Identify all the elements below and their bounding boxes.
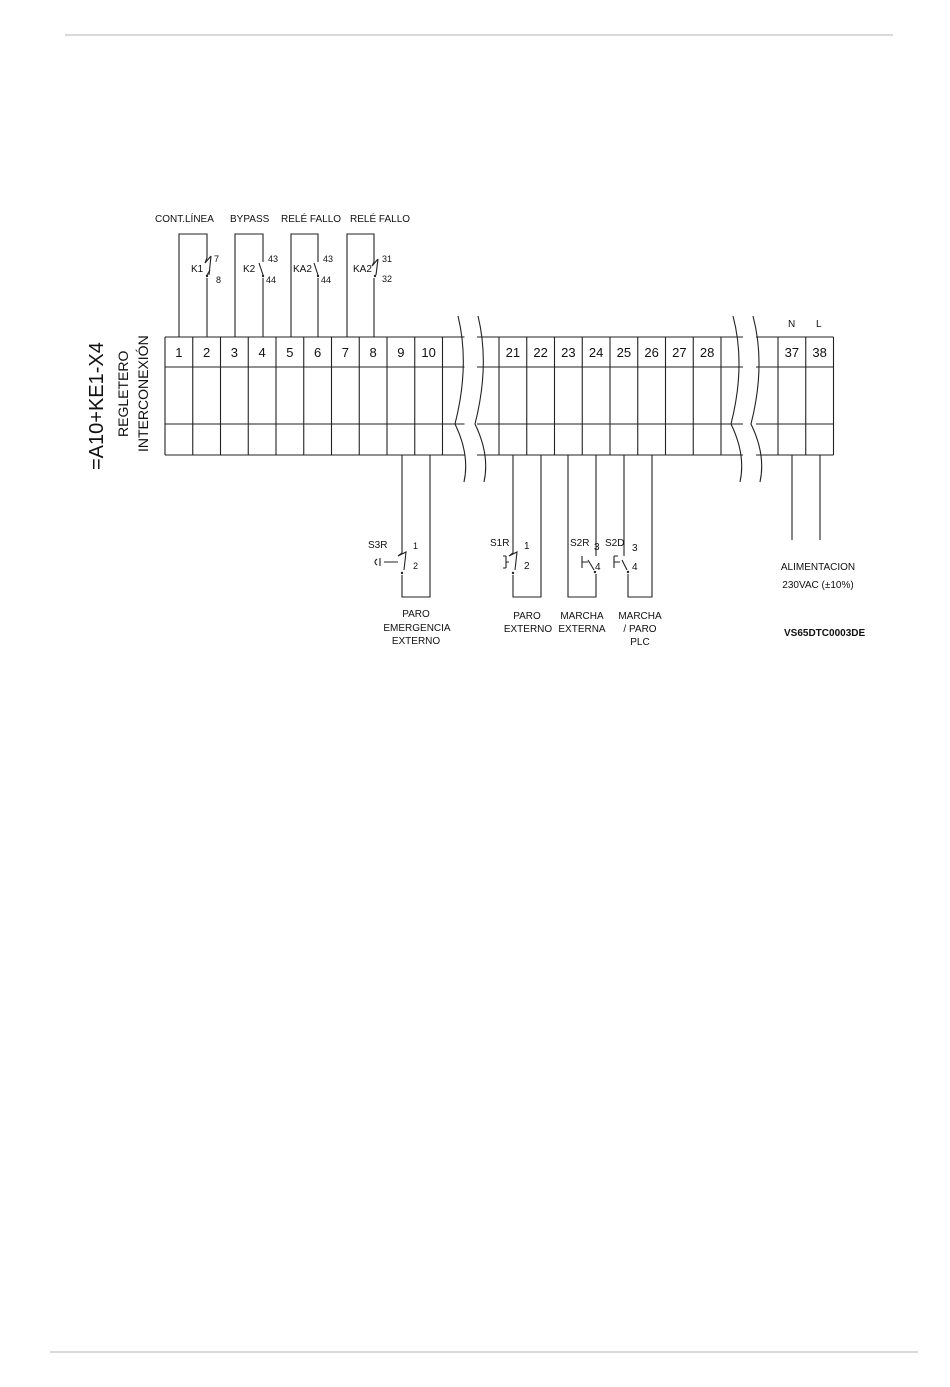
label-bypass: BYPASS [230, 214, 270, 225]
relay-ka2-fallo [291, 234, 333, 337]
terminal-25: 25 [616, 345, 632, 360]
terminal-7: 7 [341, 345, 349, 360]
label-l: L [816, 319, 822, 330]
terminal-27: 27 [672, 345, 687, 360]
switch-s3r-name: S3R [368, 540, 388, 551]
terminal-2: 2 [203, 345, 211, 360]
relay-k1-a: 7 [214, 254, 220, 264]
switch-s1r-name: S1R [490, 538, 510, 549]
relay-k2-a: 43 [268, 254, 279, 264]
label-rele-fallo-2: RELÉ FALLO [350, 214, 411, 225]
label-marcha-externa-1: MARCHA [560, 611, 604, 622]
label-paro-externo-1: PARO [513, 611, 541, 622]
terminal-21: 21 [505, 345, 521, 360]
relay-ka2b-a: 31 [382, 254, 393, 264]
terminal-28: 28 [699, 345, 715, 360]
terminal-9: 9 [397, 345, 405, 360]
break-mark-1 [455, 316, 486, 482]
label-paro-externo-2: EXTERNO [503, 624, 553, 635]
relay-ka2-name: KA2 [293, 264, 312, 275]
relay-ka2-a: 43 [323, 254, 334, 264]
relay-k2-name: K2 [243, 264, 256, 275]
switch-s3r-a: 1 [413, 541, 419, 551]
relay-k1-b: 8 [216, 275, 222, 285]
switch-s2d-name: S2D [605, 538, 625, 549]
label-paro-emergencia-1: PARO [402, 609, 430, 620]
switch-s2r-name: S2R [570, 538, 590, 549]
label-marcha-paro-plc-3: PLC [630, 637, 650, 648]
switch-s2d [605, 455, 652, 597]
switch-s2r-b: 4 [595, 562, 601, 573]
relay-ka2b-b: 32 [382, 274, 393, 284]
title-code: =A10+KE1-X4 [86, 342, 108, 470]
terminal-8: 8 [369, 345, 377, 360]
label-paro-emergencia-3: EXTERNO [391, 636, 441, 647]
label-marcha-paro-plc-1: MARCHA [618, 611, 662, 622]
relay-k2 [235, 234, 278, 337]
terminal-strip [165, 337, 834, 455]
label-230vac: 230VAC (±10%) [782, 580, 854, 591]
switch-s2d-a: 3 [632, 543, 638, 554]
terminal-1: 1 [175, 345, 183, 360]
switch-s2d-b: 4 [632, 562, 638, 573]
terminal-37: 37 [784, 345, 800, 360]
relay-k2-b: 44 [266, 275, 277, 285]
terminal-38: 38 [812, 345, 827, 360]
relay-ka2-nc [347, 234, 392, 337]
label-marcha-paro-plc-2: / PARO [623, 624, 657, 635]
switch-s1r-b: 2 [524, 561, 530, 572]
label-rele-fallo-1: RELÉ FALLO [281, 214, 342, 225]
title-line1: REGLETERO [115, 350, 131, 437]
supply-wires [792, 455, 820, 540]
switch-s3r [368, 455, 430, 597]
drawing-code: VS65DTC0003DE [784, 628, 866, 639]
terminal-3: 3 [230, 345, 238, 360]
label-paro-emergencia-2: EMERGENCIA [383, 623, 451, 634]
terminal-block-title [86, 335, 151, 470]
switch-s3r-b: 2 [413, 561, 419, 571]
relay-ka2-b: 44 [321, 275, 332, 285]
terminal-4: 4 [258, 345, 266, 360]
label-n: N [788, 319, 796, 330]
terminal-24: 24 [588, 345, 604, 360]
relay-k1 [179, 234, 221, 337]
label-marcha-externa-2: EXTERNA [558, 624, 606, 635]
terminal-26: 26 [644, 345, 659, 360]
switch-s2r-a: 3 [594, 542, 600, 553]
switch-s2r [568, 455, 601, 597]
label-alimentacion: ALIMENTACION [780, 562, 856, 573]
label-cont-linea: CONT.LÍNEA [155, 214, 214, 225]
terminal-5: 5 [286, 345, 294, 360]
terminal-23: 23 [561, 345, 576, 360]
terminal-10: 10 [421, 345, 436, 360]
title-line2: INTERCONEXIÓN [135, 335, 151, 452]
switch-s1r-a: 1 [524, 541, 530, 552]
relay-ka2b-name: KA2 [353, 264, 372, 275]
break-mark-2 [731, 316, 762, 482]
terminal-6: 6 [314, 345, 322, 360]
relay-k1-name: K1 [191, 264, 204, 275]
switch-s1r [490, 455, 541, 597]
terminal-22: 22 [533, 345, 548, 360]
